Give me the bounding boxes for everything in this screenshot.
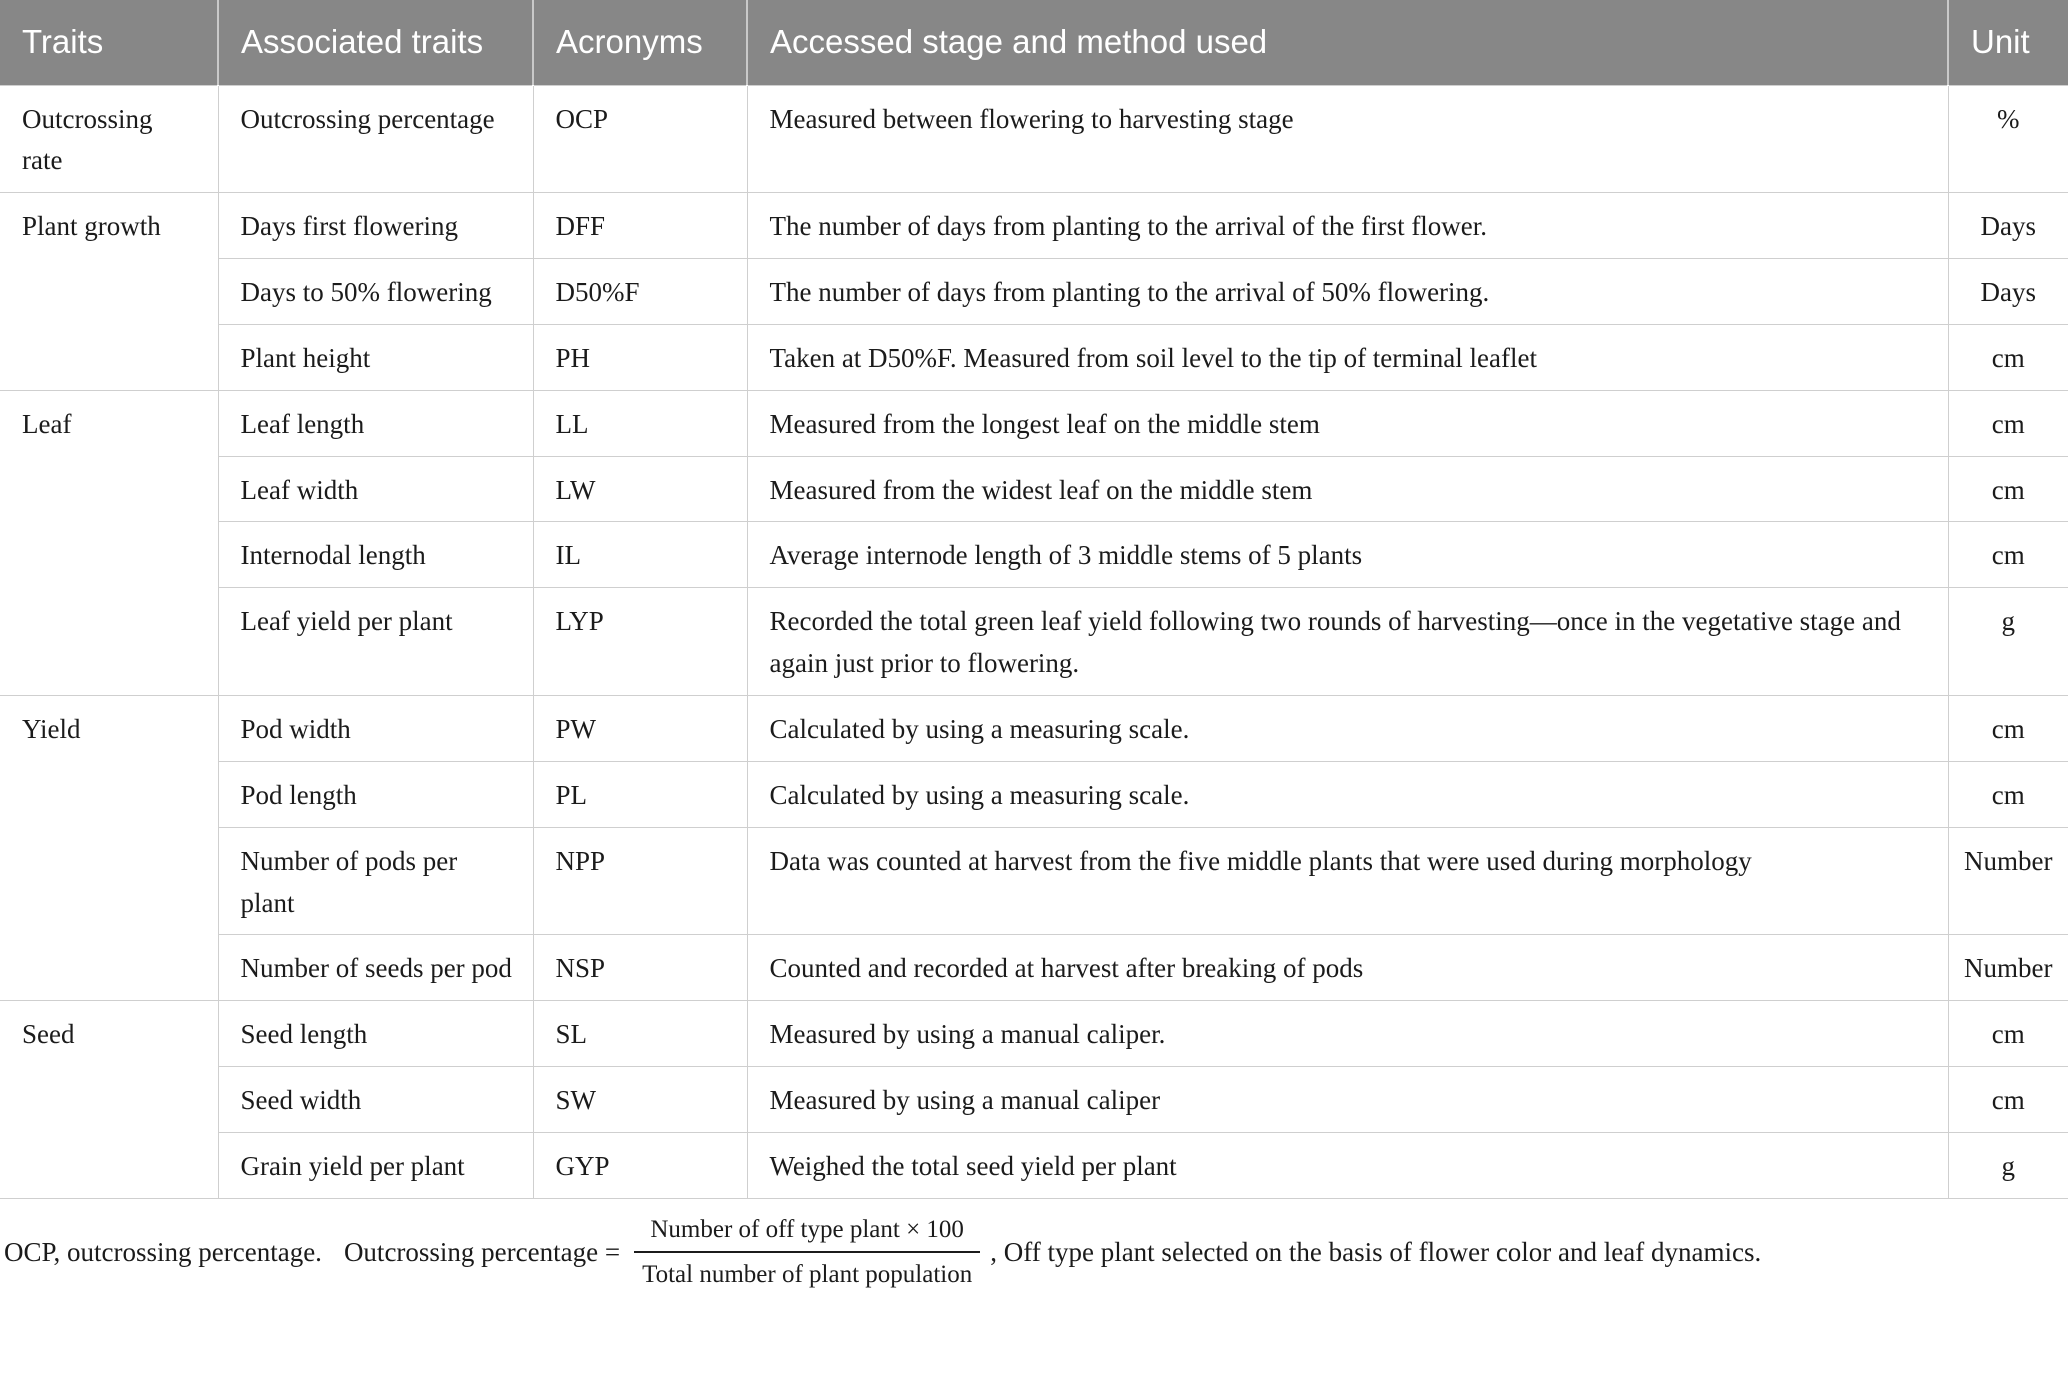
acronym-cell: PL bbox=[533, 761, 747, 827]
method-cell: Recorded the total green leaf yield following two rounds of harvesting—once in the vegetative stage and again just prior to flowering. bbox=[747, 588, 1948, 696]
associated-trait-cell: Leaf length bbox=[218, 390, 533, 456]
associated-trait-cell: Leaf width bbox=[218, 456, 533, 522]
associated-trait-cell: Seed length bbox=[218, 1001, 533, 1067]
table-row bbox=[0, 695, 2068, 761]
associated-trait-cell: Plant height bbox=[218, 324, 533, 390]
unit-cell: Number bbox=[1948, 827, 2068, 935]
table-row bbox=[0, 935, 2068, 1001]
method-cell: The number of days from planting to the arrival of the first flower. bbox=[747, 193, 1948, 259]
method-cell: Measured between flowering to harvesting stage bbox=[747, 85, 1948, 193]
method-cell: Data was counted at harvest from the five middle plants that were used during morphology bbox=[747, 827, 1948, 935]
formula-denominator: Total number of plant population bbox=[642, 1261, 973, 1289]
unit-cell: Days bbox=[1948, 193, 2068, 259]
associated-trait-cell: Leaf yield per plant bbox=[218, 588, 533, 696]
unit-cell: cm bbox=[1948, 761, 2068, 827]
associated-trait-cell: Internodal length bbox=[218, 522, 533, 588]
acronym-cell: PH bbox=[533, 324, 747, 390]
table-row bbox=[0, 390, 2068, 456]
associated-trait-cell: Grain yield per plant bbox=[218, 1132, 533, 1198]
footnote-abbreviation: OCP, outcrossing percentage. bbox=[4, 1236, 322, 1267]
trait-group-cell: Seed bbox=[0, 1001, 218, 1199]
unit-cell: Number bbox=[1948, 935, 2068, 1001]
header-method: Accessed stage and method used bbox=[747, 0, 1948, 85]
method-cell: Measured by using a manual caliper. bbox=[747, 1001, 1948, 1067]
acronym-cell: SL bbox=[533, 1001, 747, 1067]
acronym-cell: IL bbox=[533, 522, 747, 588]
table-row bbox=[0, 827, 2068, 935]
acronym-cell: LL bbox=[533, 390, 747, 456]
table-row bbox=[0, 522, 2068, 588]
unit-cell: cm bbox=[1948, 1067, 2068, 1133]
associated-trait-cell: Number of pods per plant bbox=[218, 827, 533, 935]
acronym-cell: NSP bbox=[533, 935, 747, 1001]
header-row bbox=[0, 0, 2068, 85]
table-row bbox=[0, 761, 2068, 827]
acronym-cell: OCP bbox=[533, 85, 747, 193]
header-associated-traits: Associated traits bbox=[218, 0, 533, 85]
method-cell: The number of days from planting to the arrival of 50% flowering. bbox=[747, 259, 1948, 325]
acronym-cell: NPP bbox=[533, 827, 747, 935]
table-row bbox=[0, 259, 2068, 325]
footnote-suffix: , Off type plant selected on the basis of flower color and leaf dynamics. bbox=[990, 1236, 1762, 1267]
method-cell: Measured from the longest leaf on the middle stem bbox=[747, 390, 1948, 456]
method-cell: Average internode length of 3 middle stems of 5 plants bbox=[747, 522, 1948, 588]
acronym-cell: LW bbox=[533, 456, 747, 522]
formula-numerator: Number of off type plant × 100 bbox=[634, 1213, 980, 1254]
unit-cell: g bbox=[1948, 588, 2068, 696]
unit-cell: cm bbox=[1948, 324, 2068, 390]
acronym-cell: LYP bbox=[533, 588, 747, 696]
unit-cell: cm bbox=[1948, 695, 2068, 761]
table-row bbox=[0, 85, 2068, 193]
header-unit: Unit bbox=[1948, 0, 2068, 85]
method-cell: Calculated by using a measuring scale. bbox=[747, 761, 1948, 827]
method-cell: Counted and recorded at harvest after breaking of pods bbox=[747, 935, 1948, 1001]
associated-trait-cell: Pod length bbox=[218, 761, 533, 827]
unit-cell: cm bbox=[1948, 522, 2068, 588]
method-cell: Weighed the total seed yield per plant bbox=[747, 1132, 1948, 1198]
trait-group-cell: Leaf bbox=[0, 390, 218, 695]
table-body bbox=[0, 85, 2068, 1198]
table-row bbox=[0, 1067, 2068, 1133]
footnote-formula-label: Outcrossing percentage = bbox=[343, 1236, 621, 1267]
acronym-cell: SW bbox=[533, 1067, 747, 1133]
outcrossing-formula-fraction bbox=[634, 1213, 980, 1293]
header-traits: Traits bbox=[0, 0, 218, 85]
table-row bbox=[0, 1132, 2068, 1198]
unit-cell: cm bbox=[1948, 390, 2068, 456]
table-row bbox=[0, 324, 2068, 390]
acronym-cell: D50%F bbox=[533, 259, 747, 325]
associated-trait-cell: Number of seeds per pod bbox=[218, 935, 533, 1001]
unit-cell: % bbox=[1948, 85, 2068, 193]
method-cell: Calculated by using a measuring scale. bbox=[747, 695, 1948, 761]
table-header bbox=[0, 0, 2068, 85]
acronym-cell: GYP bbox=[533, 1132, 747, 1198]
associated-trait-cell: Outcrossing percentage bbox=[218, 85, 533, 193]
method-cell: Measured from the widest leaf on the middle stem bbox=[747, 456, 1948, 522]
table-row bbox=[0, 1001, 2068, 1067]
trait-group-cell: Plant growth bbox=[0, 193, 218, 391]
trait-group-cell: Outcrossing rate bbox=[0, 85, 218, 193]
method-cell: Measured by using a manual caliper bbox=[747, 1067, 1948, 1133]
associated-trait-cell: Pod width bbox=[218, 695, 533, 761]
header-acronyms: Acronyms bbox=[533, 0, 747, 85]
table-row bbox=[0, 588, 2068, 696]
table-footnote bbox=[0, 1199, 2068, 1313]
unit-cell: Days bbox=[1948, 259, 2068, 325]
method-cell: Taken at D50%F. Measured from soil level to the tip of terminal leaflet bbox=[747, 324, 1948, 390]
unit-cell: cm bbox=[1948, 456, 2068, 522]
associated-trait-cell: Seed width bbox=[218, 1067, 533, 1133]
acronym-cell: DFF bbox=[533, 193, 747, 259]
table-row bbox=[0, 193, 2068, 259]
acronym-cell: PW bbox=[533, 695, 747, 761]
associated-trait-cell: Days to 50% flowering bbox=[218, 259, 533, 325]
trait-group-cell: Yield bbox=[0, 695, 218, 1000]
unit-cell: cm bbox=[1948, 1001, 2068, 1067]
table-row bbox=[0, 456, 2068, 522]
unit-cell: g bbox=[1948, 1132, 2068, 1198]
associated-trait-cell: Days first flowering bbox=[218, 193, 533, 259]
